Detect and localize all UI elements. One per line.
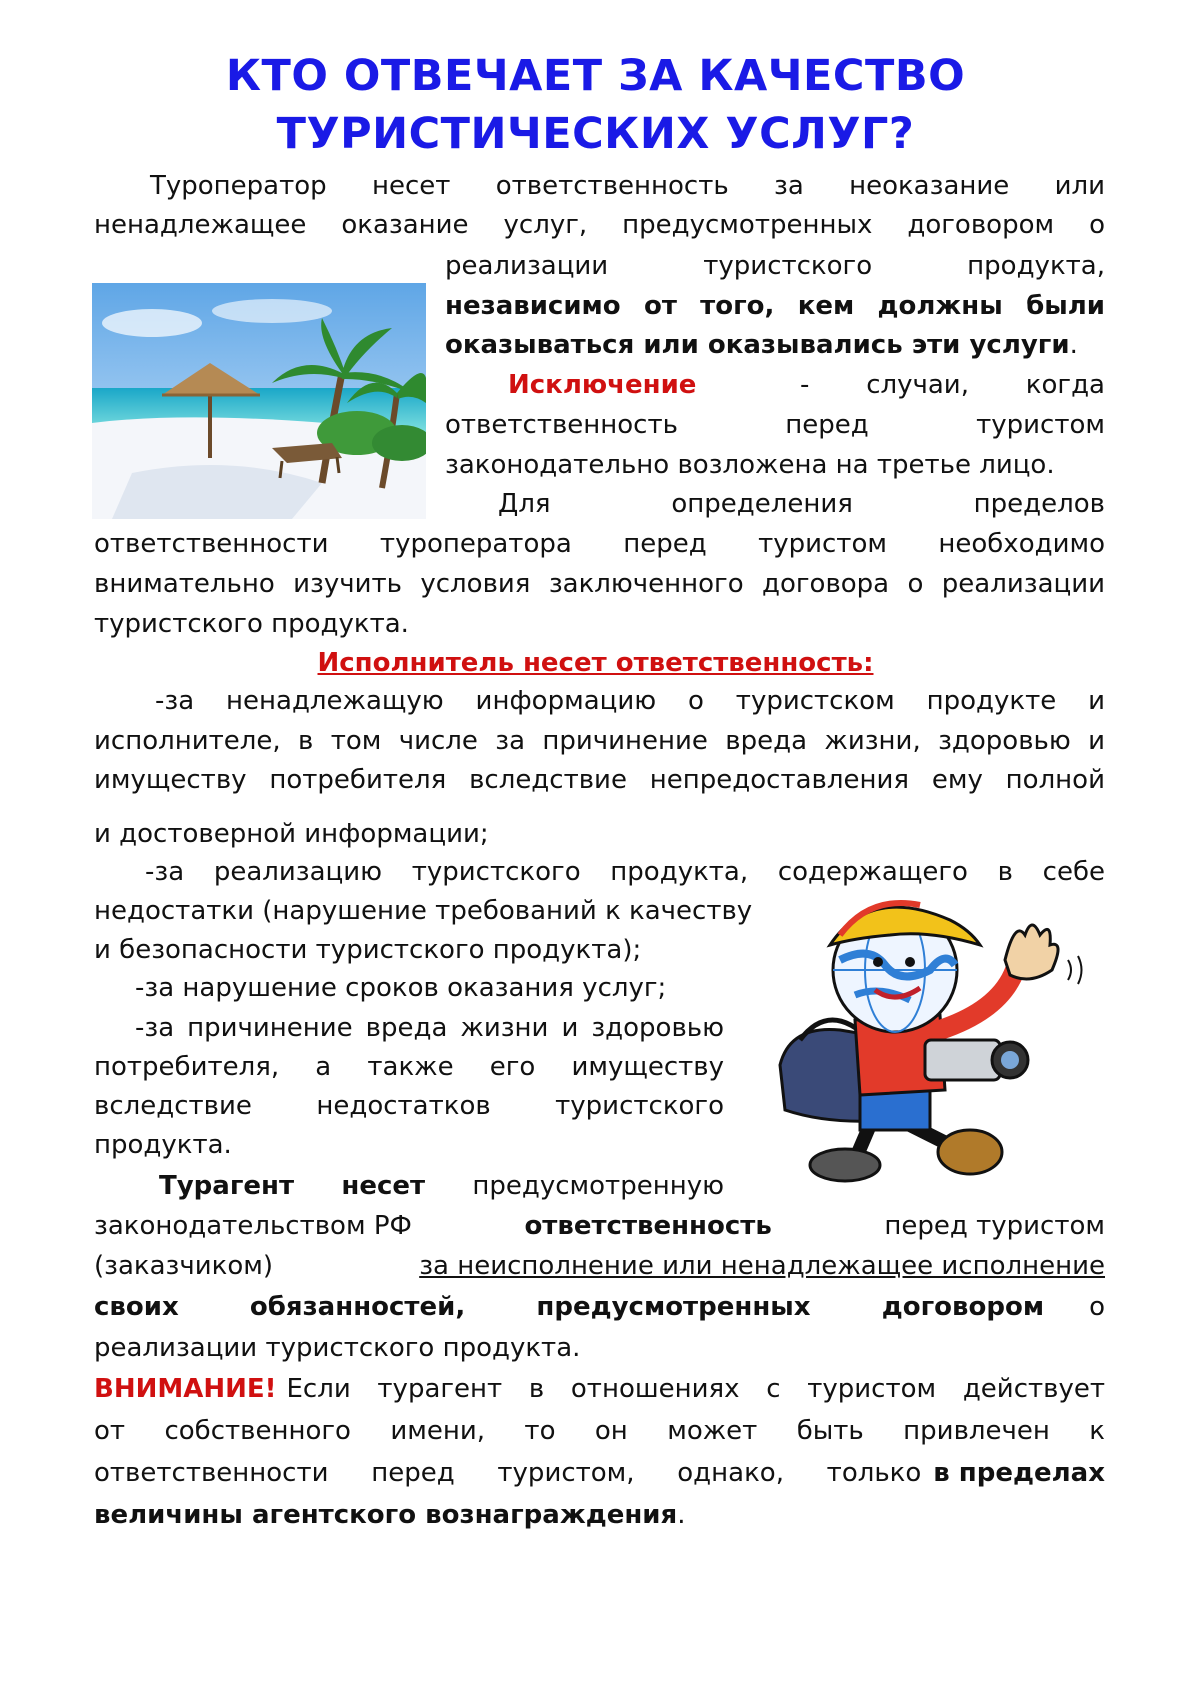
agent-line-4-b: о [1089,1292,1105,1322]
title-line-1: КТО ОТВЕЧАЕТ ЗА КАЧЕСТВО [225,51,966,101]
attention-line-3-a: ответственности перед туристом, однако, только [94,1458,922,1488]
list-d-line-1: -за причинение вреда жизни и здоровью [135,1013,724,1043]
agent-line-2-b: ответственность [524,1211,772,1241]
list-d-line-3: вследствие недостатков туристского [94,1091,724,1121]
agent-line-2-a: законодательством РФ [94,1211,412,1241]
agent-word-3: предусмотренную [472,1171,724,1201]
p1-line-11: внимательно изучить условия заключенного договора о реализации [94,569,1105,599]
attention-line-3 [94,1455,1105,1491]
list-b-line-3: и безопасности туристского продукта); [94,935,642,965]
attention-line-2: от собственного имени, то он может быть привлечен к [94,1416,1105,1446]
p1-line-3: реализации туристского продукта, [445,251,1105,281]
p1-line-6-rest [800,367,1105,403]
agent-line-4 [94,1289,1105,1325]
responsibility-heading: Исполнитель несет ответственность: [317,648,874,678]
beach-image [92,283,426,519]
title-line-2: ТУРИСТИЧЕСКИХ УСЛУГ? [276,109,915,159]
p1-line-5 [445,327,1078,363]
agent-line-3-a: (заказчиком) [94,1251,273,1281]
agent-line-2 [94,1208,1105,1244]
p1-line-9: Для определения пределов [498,489,1105,519]
attention-line-3-b: в пределах [933,1458,1105,1488]
exception-rest: - случаи, когда [800,370,1105,400]
attention-line-4-bold: величины агентского вознаграждения [94,1500,678,1530]
attention-line-1 [94,1371,1105,1407]
p1-line-5-period: . [1069,330,1078,360]
list-a-line-4: и достоверной информации; [94,819,489,849]
p1-line-8: законодательно возложена на третье лицо. [445,450,1055,480]
list-a-line-1: -за ненадлежащую информацию о туристском продукте и [155,686,1105,716]
p1-line-12: туристского продукта. [94,609,409,639]
agent-line-3 [94,1248,1105,1284]
attention-line-4 [94,1497,685,1533]
agent-line-3-b: за неисполнение или ненадлежащее исполнение [419,1251,1105,1281]
tourist-cartoon-image [760,890,1100,1190]
agent-word-1: Турагент [159,1171,295,1201]
p1-line-7: ответственность перед туристом [445,410,1105,440]
p1-line-10: ответственности туроператора перед туристом необходимо [94,529,1105,559]
list-b-line-1: -за реализацию туристского продукта, содержащего в себе [145,857,1105,887]
attention-label: ВНИМАНИЕ! [94,1374,277,1404]
agent-line-1 [94,1168,724,1204]
p1-line-6 [445,367,1105,403]
list-c-line-1: -за нарушение сроков оказания услуг; [135,973,667,1003]
agent-line-2-c: перед туристом [884,1211,1105,1241]
list-a-line-3: имуществу потребителя вследствие непредоставления ему полной [94,765,1105,795]
attention-line-1-text: Если турагент в отношениях с туристом действует [286,1374,1105,1404]
list-d-line-2: потребителя, а также его имуществу [94,1052,724,1082]
agent-line-4-a: своих обязанностей, предусмотренных договором [94,1292,1045,1322]
exception-label: Исключение [508,370,697,400]
list-b-line-2: недостатки (нарушение требований к качеству [94,896,753,926]
p1-line-5-bold: оказываться или оказывались эти услуги [445,330,1070,360]
attention-line-4-period: . [677,1500,686,1530]
list-a-line-2: исполнителе, в том числе за причинение вреда жизни, здоровью и [94,726,1105,756]
agent-word-2: несет [341,1171,426,1201]
list-d-line-4: продукта. [94,1130,232,1160]
p1-line-1: Туроператор несет ответственность за неоказание или [150,171,1105,201]
p1-line-4: независимо от того, кем должны были [445,291,1105,321]
agent-line-5: реализации туристского продукта. [94,1333,581,1363]
p1-line-2: ненадлежащее оказание услуг, предусмотренных договором о [94,210,1105,240]
